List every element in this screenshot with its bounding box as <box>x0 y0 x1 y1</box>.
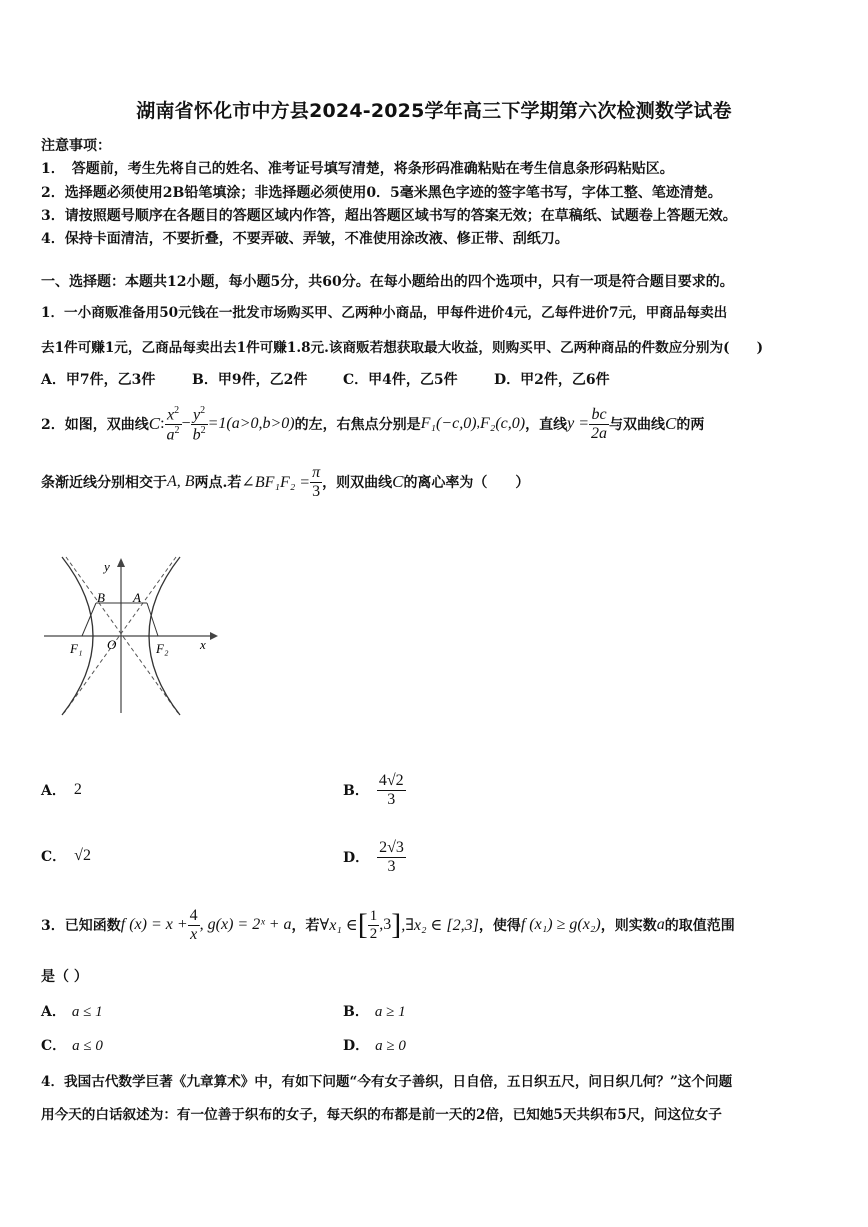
x-axis-arrow <box>210 632 218 640</box>
q3-text: 的取值范围 <box>664 918 735 934</box>
q2-text: 的左，右焦点分别是 <box>294 417 421 433</box>
label-F2: F₂ <box>156 641 169 656</box>
math-pi: π <box>312 463 321 481</box>
math-sup: 2 <box>200 404 206 416</box>
q2-option-a[interactable] <box>41 780 82 800</box>
label-A: A <box>133 590 141 605</box>
math-sup: 2 <box>174 424 180 436</box>
question-3-line1: 3．已知函数 f (x) = x + $\frac{4}{x}$ , g(x) = 2ˣ + a ，若 ∀x₁ ∈ [ $\frac{1}{2}$ ,3 ] ,∃x₂ ∈ [2,3] ，使得 f (x₁) ≥ g(x₂) ，则实数 a 的取值范围 <box>41 906 735 943</box>
q2-option-c[interactable] <box>41 846 91 866</box>
option-text: 甲7件，乙3件 <box>65 372 156 388</box>
option-text: a ≤ 0 <box>72 1038 103 1054</box>
q3-option-c[interactable] <box>41 1035 103 1055</box>
question-1-line1: 1．一小商贩准备用50元钱在一批发市场购买甲、乙两种小商品，甲每件进价4元，乙每件进价7元，甲商品每卖出 <box>41 305 728 321</box>
q1-option-b[interactable] <box>192 369 307 389</box>
q3-option-d[interactable] <box>343 1035 406 1055</box>
math-C: C <box>392 472 404 491</box>
question-4-line2: 用今天的白话叙述为：有一位善于织布的女子，每天织的布都是前一天的2倍，已知她5天共织布5尺，问这位女子 <box>41 1107 722 1123</box>
question-2-line1: 2．如图，双曲线 C : $\frac{x^2}{a^2}$ − $\frac{y^2}{b^2}$ =1(a>0,b>0) 的左，右焦点分别是 F₁(−c,0) , F₂(c,0) ，直线 y = $\frac{bc}{2a}$ 与双曲线 C 的两 <box>41 404 705 443</box>
fraction-den: 3 <box>387 790 396 808</box>
math-colon: : <box>160 415 165 432</box>
question-4-line1: 4．我国古代数学巨著《九章算术》中，有如下问题“今有女子善织，日自倍，五日织五尺，问日织几何？”这个问题 <box>41 1074 733 1090</box>
math-fraction-4-x <box>188 907 200 943</box>
label-F1: F₁ <box>70 641 83 656</box>
math-a: a <box>656 916 665 933</box>
math-C: C <box>665 414 677 433</box>
section-heading: 一、选择题：本题共12小题，每小题5分，共60分。在每小题给出的四个选项中，只有一项是符合题目要求的。 <box>41 274 734 290</box>
math-angle: ∠BF₁F₂ = <box>241 474 311 491</box>
math-bc: bc <box>589 406 609 425</box>
option-text: 甲2件，乙6件 <box>520 372 610 388</box>
math-interval-tail: ,3 <box>379 916 392 933</box>
option-text: 甲4件，乙5件 <box>368 372 458 388</box>
math-sup: 2 <box>174 404 180 416</box>
math-y: y <box>193 405 201 423</box>
option-fraction <box>377 772 406 808</box>
notice-item: 3．请按照题号顺序在各题目的答题区域内作答，超出答题区域书写的答案无效；在草稿纸、试题卷上答题无效。 <box>41 208 737 224</box>
option-label: B． <box>343 783 369 799</box>
q1-option-d[interactable] <box>494 369 610 389</box>
fraction-den: 3 <box>387 857 396 875</box>
q2-option-d[interactable] <box>343 833 406 881</box>
math-fraction-y2-b2 <box>191 405 208 444</box>
option-label: A． <box>41 783 66 799</box>
q1-option-a[interactable] <box>41 369 155 389</box>
option-label: B． <box>343 1004 369 1020</box>
q2-text: ，直线 <box>525 417 568 433</box>
math-exists: ,∃x₂ ∈ [2,3] <box>401 917 479 934</box>
option-label: B． <box>192 372 218 388</box>
question-2-line2 <box>41 460 529 504</box>
option-label: C． <box>343 372 369 388</box>
q3-option-b[interactable] <box>343 1001 406 1021</box>
option-text: 甲9件，乙2件 <box>217 372 308 388</box>
q1-option-c[interactable] <box>343 369 458 389</box>
option-text: 2 <box>73 781 82 798</box>
math-F1: F₁(−c,0) <box>420 415 477 432</box>
y-axis-arrow <box>117 558 125 567</box>
hyperbola-figure <box>40 545 220 720</box>
option-text: √2 <box>74 847 91 864</box>
q3-number: 3．已知函数 <box>41 918 121 934</box>
math-y-eq: y = <box>567 415 590 432</box>
option-label: D． <box>494 372 521 388</box>
option-label: C． <box>41 849 67 865</box>
math-sup: 2 <box>200 424 206 436</box>
fraction-den: 2 <box>369 925 378 942</box>
math-g: , g(x) = 2ˣ + a <box>199 916 292 933</box>
option-label: D． <box>343 850 370 866</box>
math-a: a <box>166 425 175 443</box>
math-fraction-x2-a2 <box>165 405 182 444</box>
math-forall: ∀x₁ ∈ <box>319 917 358 934</box>
option-label: A． <box>41 372 66 388</box>
option-text: a ≥ 0 <box>375 1038 406 1054</box>
option-text: a ≤ 1 <box>71 1004 103 1020</box>
fraction-num: 2√3 <box>379 838 404 856</box>
fraction-num: 4 <box>189 906 198 924</box>
math-condition: =1(a>0,b>0) <box>207 415 295 432</box>
notice-heading: 注意事项： <box>41 138 111 154</box>
option-label: C． <box>41 1038 67 1054</box>
label-B: B <box>97 590 105 605</box>
notice-item: 2．选择题必须使用2B铅笔填涂；非选择题必须使用0．5毫米黑色字迹的签字笔书写，字体工整、笔迹清楚。 <box>41 185 722 201</box>
q2-option-b[interactable] <box>343 766 406 814</box>
math-x: x <box>166 405 175 423</box>
q3-text: ，若 <box>291 918 320 934</box>
notice-item: 1． 答题前，考生先将自己的姓名、准考证号填写清楚，将条形码准确粘贴在考生信息条形码粘贴区。 <box>41 161 674 177</box>
math-fraction-1-2 <box>368 908 380 942</box>
math-C: C <box>148 414 161 433</box>
label-x: x <box>200 637 206 652</box>
label-y: y <box>104 559 110 574</box>
option-text: a ≥ 1 <box>374 1004 406 1020</box>
math-inequality: f (x₁) ≥ g(x₂) <box>520 916 601 933</box>
math-fraction-pi-3 <box>310 464 322 500</box>
fraction-den: x <box>190 925 198 943</box>
q2-text: 的两 <box>676 417 705 433</box>
page-title: 湖南省怀化市中方县2024-2025学年高三下学期第六次检测数学试卷 <box>136 100 732 122</box>
math-f: f (x) = x + <box>120 916 188 933</box>
q2-text: 两点.若 <box>194 475 242 491</box>
option-label: D． <box>343 1038 370 1054</box>
notice-item: 4．保持卡面清洁，不要折叠，不要弄破、弄皱，不准使用涂改液、修正带、刮纸刀。 <box>41 231 569 247</box>
q2-text: 的离心率为（ ） <box>403 475 530 491</box>
q3-text: ，则实数 <box>600 918 657 934</box>
math-AB: A, B <box>167 473 195 490</box>
math-2a: 2a <box>591 424 608 442</box>
math-F2: F₂(c,0) <box>480 415 526 432</box>
q2-text: ，则双曲线 <box>322 475 393 491</box>
q2-number: 2．如图，双曲线 <box>41 417 149 433</box>
fraction-num: 1 <box>369 908 378 924</box>
label-O: O <box>107 637 117 652</box>
math-b: b <box>192 425 201 443</box>
math-fraction-bc-2a <box>589 406 609 442</box>
q2-text: 与双曲线 <box>609 417 666 433</box>
math-3: 3 <box>312 482 321 500</box>
q3-text: ，使得 <box>478 918 521 934</box>
question-1-line2: 去1件可赚1元，乙商品每卖出去1件可赚1.8元.该商贩若想获取最大收益，则购买甲、乙两种商品的件数应分别为( ) <box>41 340 764 356</box>
asymptote-2 <box>64 557 176 713</box>
fraction-num: 4√2 <box>378 771 404 789</box>
q2-text: 条渐近线分别相交于 <box>41 475 167 491</box>
q3-option-a[interactable] <box>41 1001 103 1021</box>
option-label: A． <box>41 1004 66 1020</box>
question-3-line2: 是（ ） <box>41 969 88 985</box>
option-fraction <box>377 839 406 875</box>
